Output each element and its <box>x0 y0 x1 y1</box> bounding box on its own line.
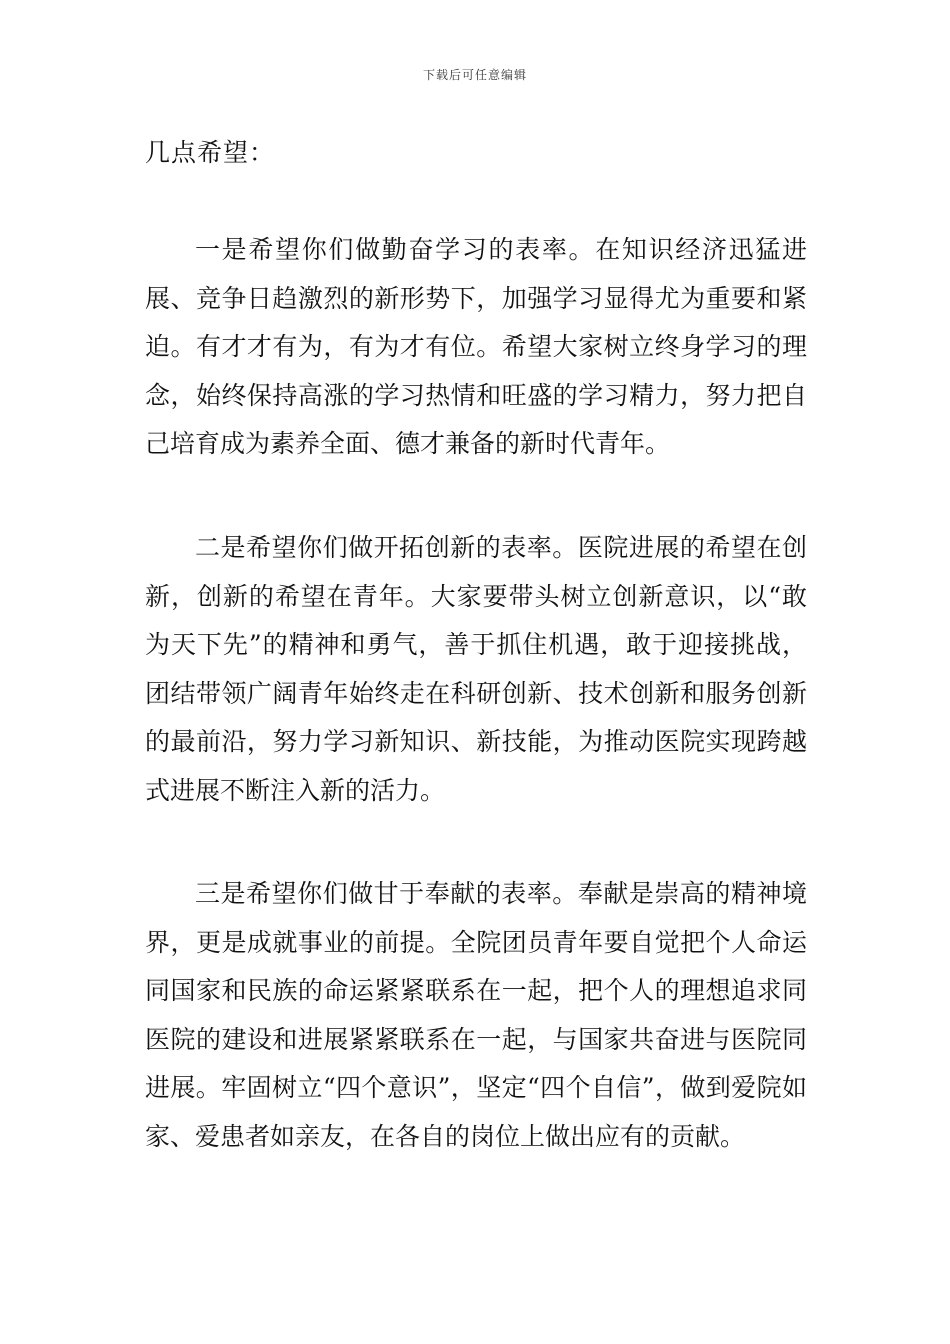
paragraph-3: 三是希望你们做甘于奉献的表率。奉献是崇高的精神境界，更是成就事业的前提。全院团员青年要自觉把个人命运同国家和民族的命运紧紧联系在一起，把个人的理想追求同医院的建设和进展紧紧联系在一起，与国家共奋进与医院同进展。牢固树立“四个意识”，坚定“四个自信”，做到爱院如家、爱患者如亲友，在各自的岗位上做出应有的贡献。 <box>145 879 807 1151</box>
document-heading: 几点希望： <box>145 138 276 167</box>
header-note: 下载后可任意编辑 <box>422 68 527 82</box>
paragraph-2: 二是希望你们做开拓创新的表率。医院进展的希望在创新，创新的希望在青年。大家要带头树立创新意识，以“敢为天下先”的精神和勇气，善于抓住机遇，敢于迎接挑战，团结带领广阔青年始终走在科研创新、技术创新和服务创新的最前沿，努力学习新知识、新技能，为推动医院实现跨越式进展不断注入新的活力。 <box>145 533 807 805</box>
paragraph-1: 一是希望你们做勤奋学习的表率。在知识经济迅猛进展、竞争日趋激烈的新形势下，加强学习显得尤为重要和紧迫。有才才有为，有为才有位。希望大家树立终身学习的理念，始终保持高涨的学习热情和旺盛的学习精力，努力把自己培育成为素养全面、德才兼备的新时代青年。 <box>145 235 807 458</box>
